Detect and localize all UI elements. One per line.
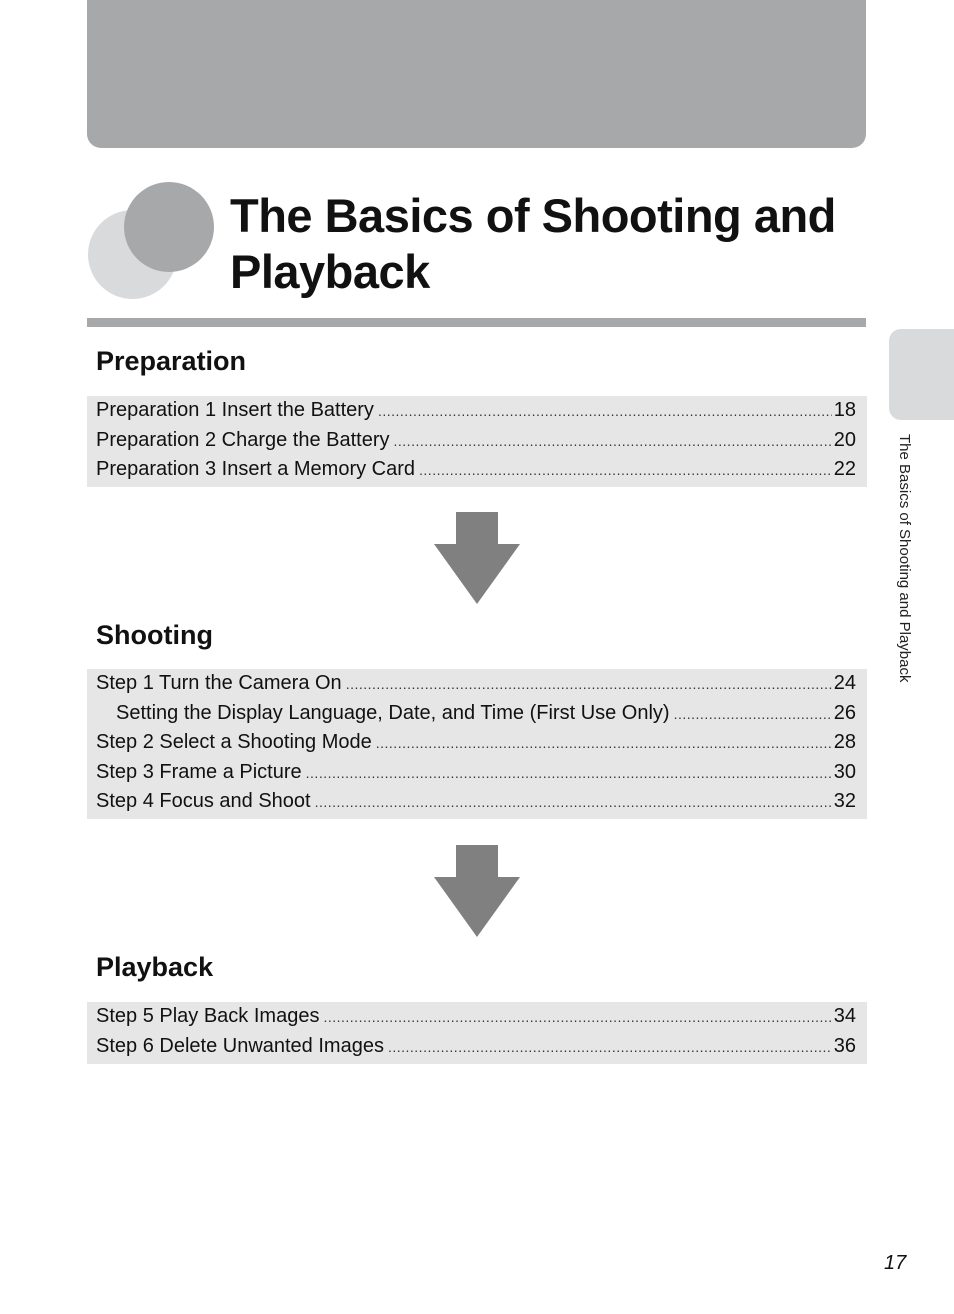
toc-leader-dots	[376, 729, 832, 759]
toc-entry[interactable]	[96, 728, 856, 758]
toc-leader-dots	[394, 427, 832, 457]
toc-entry[interactable]	[96, 1002, 856, 1032]
toc-entry-label: Step 4 Focus and Shoot	[96, 790, 311, 812]
toc-leader-dots	[346, 670, 832, 700]
toc-entry-page: 30	[833, 760, 856, 783]
toc-leader-dots	[306, 759, 832, 789]
toc-entry[interactable]	[96, 396, 856, 426]
toc-leader-dots	[419, 456, 832, 486]
toc-leader-dots	[674, 700, 832, 730]
toc-entry[interactable]	[96, 787, 856, 817]
toc-entry-page: 22	[833, 458, 856, 480]
toc-entry-page: 20	[833, 428, 856, 451]
toc-leader-dots	[315, 788, 832, 818]
top-banner	[87, 0, 866, 148]
toc-entry-label: Step 1 Turn the Camera On	[96, 672, 342, 694]
toc-entry[interactable]	[96, 669, 856, 699]
page-number: 17	[884, 1252, 907, 1274]
toc-subentry[interactable]	[96, 699, 856, 729]
toc-entry-page: 28	[833, 731, 856, 753]
toc-leader-dots	[378, 397, 832, 427]
toc-entry-page: 34	[833, 1005, 856, 1027]
toc-entry-label: Step 3 Frame a Picture	[96, 760, 302, 783]
chapter-circle-front	[124, 182, 214, 272]
toc-leader-dots	[388, 1033, 832, 1063]
toc-entry-page: 18	[833, 399, 856, 421]
down-arrow-icon	[434, 845, 520, 937]
toc-entry-label: Step 5 Play Back Images	[96, 1005, 320, 1027]
toc-entry[interactable]	[96, 1032, 856, 1062]
toc-entry[interactable]	[96, 426, 856, 456]
chapter-title: The Basics of Shooting and Playback	[230, 189, 836, 298]
toc-entry[interactable]	[96, 758, 856, 788]
toc-entry-label: Setting the Display Language, Date, and Time (First Use Only)	[116, 701, 670, 724]
toc-box-playback	[87, 1002, 867, 1064]
toc-entry-label: Step 2 Select a Shooting Mode	[96, 731, 372, 753]
chapter-side-tab	[889, 329, 954, 420]
toc-entry[interactable]	[96, 455, 856, 485]
toc-box-shooting	[87, 669, 867, 819]
toc-entry-label: Preparation 3 Insert a Memory Card	[96, 458, 416, 480]
toc-entry-page: 32	[833, 790, 856, 812]
side-tab-text: The Basics of Shooting and Playback	[896, 434, 913, 683]
toc-entry-label: Preparation 2 Charge the Battery	[96, 428, 390, 451]
toc-entry-page: 36	[833, 1034, 856, 1057]
toc-box-preparation	[87, 396, 867, 487]
toc-entry-label: Preparation 1 Insert the Battery	[96, 399, 374, 421]
toc-leader-dots	[323, 1003, 831, 1033]
section-heading-playback: Playback	[96, 952, 214, 982]
down-arrow-icon	[434, 512, 520, 604]
section-heading-preparation: Preparation	[96, 346, 247, 376]
toc-entry-page: 26	[833, 701, 856, 724]
section-heading-shooting: Shooting	[96, 620, 213, 650]
toc-entry-label: Step 6 Delete Unwanted Images	[96, 1034, 384, 1057]
toc-entry-page: 24	[833, 672, 856, 694]
title-rule	[87, 318, 866, 327]
